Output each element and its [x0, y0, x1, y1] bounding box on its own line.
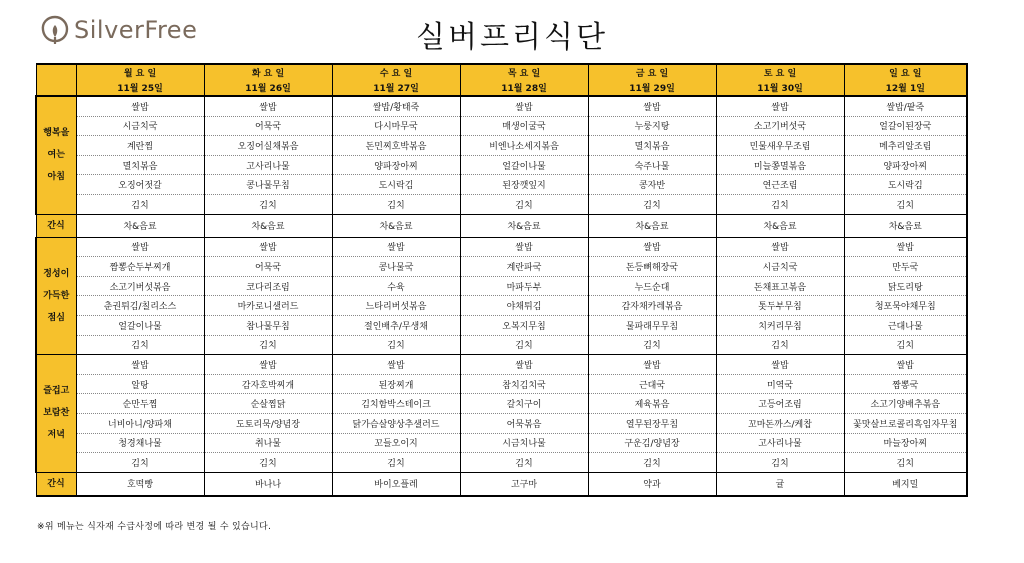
meal-section-label	[36, 355, 76, 473]
menu-item-cell: 쌀밥	[716, 355, 844, 375]
meal-row	[36, 355, 967, 375]
menu-item-cell: 돈등뼈해장국	[588, 257, 716, 277]
menu-item-cell: 쌀밥	[204, 96, 332, 116]
date-header: 11월 30일	[716, 80, 844, 96]
menu-item-cell: 연근조림	[716, 175, 844, 195]
menu-item-cell: 김치	[204, 194, 332, 214]
snack-cell: 귤	[716, 472, 844, 496]
menu-item-cell: 쌀밥	[204, 237, 332, 257]
menu-item-cell: 김치	[332, 453, 460, 473]
meal-row	[36, 453, 967, 473]
menu-item-cell: 멸치볶음	[76, 155, 204, 175]
weekday-header: 목 요 일	[460, 64, 588, 80]
menu-item-cell: 오징어실채볶음	[204, 136, 332, 156]
menu-item-cell: 오징어젓갈	[76, 175, 204, 195]
weekday-header: 금 요 일	[588, 64, 716, 80]
menu-item-cell: 마카로니샐러드	[204, 296, 332, 316]
menu-item-cell: 메추리알조림	[844, 136, 967, 156]
meal-row	[36, 116, 967, 136]
snack-cell: 차&음료	[204, 214, 332, 237]
menu-item-cell: 순살찜닭	[204, 394, 332, 414]
menu-item-cell: 갈치구이	[460, 394, 588, 414]
weekday-header: 월 요 일	[76, 64, 204, 80]
menu-item-cell: 오복지무침	[460, 315, 588, 335]
menu-item-cell: 콩자반	[588, 175, 716, 195]
menu-item-cell: 느타리버섯볶음	[332, 296, 460, 316]
menu-item-cell: 김치	[76, 194, 204, 214]
snack-cell: 차&음료	[76, 214, 204, 237]
meal-section-label-line: 즐겁고	[43, 386, 70, 397]
menu-item-cell: 참치김치국	[460, 374, 588, 394]
menu-item-cell: 감자채카레볶음	[588, 296, 716, 316]
menu-item-cell: 꼬들오이지	[332, 433, 460, 453]
snack-row	[36, 214, 967, 237]
menu-item-cell: 돈채표고볶음	[716, 276, 844, 296]
menu-item-cell: 쌀밥	[588, 96, 716, 116]
menu-item-cell: 김치	[460, 453, 588, 473]
menu-item-cell: 어묵국	[204, 116, 332, 136]
menu-item-cell: 양파장아찌	[844, 155, 967, 175]
meal-row	[36, 276, 967, 296]
menu-item-cell: 쌀밥	[460, 237, 588, 257]
menu-item-cell: 쌀밥	[844, 355, 967, 375]
menu-item-cell: 도시락김	[332, 175, 460, 195]
menu-item-cell: 도토리묵/양념장	[204, 413, 332, 433]
meal-row	[36, 315, 967, 335]
meal-section-label-line: 저녁	[47, 430, 65, 441]
snack-cell: 차&음료	[588, 214, 716, 237]
snack-label: 간식	[36, 472, 76, 496]
menu-item-cell: 쌀밥	[716, 96, 844, 116]
menu-item-cell: 쌀밥	[844, 237, 967, 257]
menu-item-cell: 쌀밥	[716, 237, 844, 257]
menu-item-cell: 참나물무침	[204, 315, 332, 335]
menu-item-cell: 김치	[76, 335, 204, 355]
meal-row	[36, 237, 967, 257]
menu-item-cell: 된장찌개	[332, 374, 460, 394]
menu-item-cell: 시금치나물	[460, 433, 588, 453]
date-header: 11월 27일	[332, 80, 460, 96]
menu-item-cell: 소고기양배추볶음	[844, 394, 967, 414]
menu-item-cell: 수육	[332, 276, 460, 296]
menu-item-cell: 돈민찌호박볶음	[332, 136, 460, 156]
menu-item-cell: 열무된장무침	[588, 413, 716, 433]
menu-item-cell: 소고기버섯국	[716, 116, 844, 136]
meal-row	[36, 136, 967, 156]
meal-section-label-line: 아침	[47, 172, 65, 183]
meal-row	[36, 374, 967, 394]
menu-item-cell: 제육볶음	[588, 394, 716, 414]
menu-item-cell: 누드순대	[588, 276, 716, 296]
menu-item-cell: 쌀밥	[460, 96, 588, 116]
menu-item-cell: 시금치국	[76, 116, 204, 136]
menu-item-cell: 김치	[76, 453, 204, 473]
menu-item-cell: 김치	[844, 335, 967, 355]
menu-item-cell: 구운김/양념장	[588, 433, 716, 453]
menu-item-cell: 근대나물	[844, 315, 967, 335]
menu-item-cell: 꽃맛살브로콜리흑임자무침	[844, 413, 967, 433]
date-header: 11월 29일	[588, 80, 716, 96]
menu-item-cell: 계란찜	[76, 136, 204, 156]
menu-item-cell: 청경채나물	[76, 433, 204, 453]
meal-row	[36, 296, 967, 316]
snack-cell: 고구마	[460, 472, 588, 496]
date-header: 11월 26일	[204, 80, 332, 96]
footnote: ※위 메뉴는 식자재 수급사정에 따라 변경 될 수 있습니다.	[37, 522, 272, 532]
menu-item-cell: 미늘쫑멸볶음	[716, 155, 844, 175]
menu-item-cell: 김치	[844, 453, 967, 473]
menu-item-cell: 어묵국	[204, 257, 332, 277]
menu-item-cell: 얼갈이나물	[460, 155, 588, 175]
menu-item-cell: 춘권튀김/칠리소스	[76, 296, 204, 316]
menu-item-cell: 김치	[716, 335, 844, 355]
menu-item-cell: 절인배추/무생채	[332, 315, 460, 335]
menu-item-cell: 청포묵야채무침	[844, 296, 967, 316]
menu-item-cell: 김치	[332, 335, 460, 355]
meal-row	[36, 175, 967, 195]
menu-item-cell: 비엔나소세지볶음	[460, 136, 588, 156]
snack-cell: 약과	[588, 472, 716, 496]
menu-item-cell: 쌀밥	[460, 355, 588, 375]
meal-section-label	[36, 237, 76, 355]
menu-item-cell: 감자호박찌개	[204, 374, 332, 394]
snack-cell: 호떡빵	[76, 472, 204, 496]
menu-item-cell: 김치	[588, 453, 716, 473]
date-header: 11월 25일	[76, 80, 204, 96]
weekday-header: 일 요 일	[844, 64, 967, 80]
menu-item-cell: 민물새우무조림	[716, 136, 844, 156]
menu-item-cell: 도시락김	[844, 175, 967, 195]
date-header: 12월 1일	[844, 80, 967, 96]
snack-cell: 차&음료	[844, 214, 967, 237]
page-title: 실버프리식단	[416, 20, 608, 55]
menu-item-cell: 양파장아찌	[332, 155, 460, 175]
menu-item-cell: 꼬마돈까스/케찹	[716, 413, 844, 433]
weekday-header: 수 요 일	[332, 64, 460, 80]
meal-plan-table	[35, 63, 968, 497]
menu-item-cell: 너비아니/양파채	[76, 413, 204, 433]
menu-item-cell: 김치	[204, 335, 332, 355]
date-header: 11월 28일	[460, 80, 588, 96]
snack-cell: 바나나	[204, 472, 332, 496]
menu-item-cell: 쌀밥/황태죽	[332, 96, 460, 116]
menu-item-cell: 쌀밥	[588, 237, 716, 257]
menu-item-cell: 김치	[588, 194, 716, 214]
menu-item-cell: 짬뽕순두부찌개	[76, 257, 204, 277]
meal-section-label-line: 정성이	[43, 268, 70, 279]
menu-item-cell: 김치	[460, 335, 588, 355]
meal-row	[36, 155, 967, 175]
menu-item-cell: 마파두부	[460, 276, 588, 296]
menu-item-cell: 근대국	[588, 374, 716, 394]
menu-item-cell: 콩나물무침	[204, 175, 332, 195]
menu-item-cell: 순만두찜	[76, 394, 204, 414]
snack-row	[36, 472, 967, 496]
menu-item-cell: 쌀밥	[332, 355, 460, 375]
menu-item-cell: 김치	[332, 194, 460, 214]
meal-row	[36, 257, 967, 277]
weekday-header: 화 요 일	[204, 64, 332, 80]
meal-section-label-line: 여는	[47, 150, 65, 161]
menu-item-cell: 톳두부무침	[716, 296, 844, 316]
menu-item-cell: 김치	[204, 453, 332, 473]
snack-cell: 차&음료	[716, 214, 844, 237]
menu-item-cell: 고사리나물	[716, 433, 844, 453]
meal-row	[36, 335, 967, 355]
snack-label: 간식	[36, 214, 76, 237]
menu-item-cell: 다시마무국	[332, 116, 460, 136]
snack-cell: 차&음료	[460, 214, 588, 237]
menu-item-cell: 고사리나물	[204, 155, 332, 175]
meal-row	[36, 433, 967, 453]
menu-item-cell: 짬뽕국	[844, 374, 967, 394]
weekday-header: 토 요 일	[716, 64, 844, 80]
menu-item-cell: 김치	[716, 453, 844, 473]
menu-item-cell: 쌀밥	[76, 96, 204, 116]
menu-item-cell: 취나물	[204, 433, 332, 453]
menu-item-cell: 김치	[716, 194, 844, 214]
meal-row	[36, 194, 967, 214]
menu-item-cell: 누룽지탕	[588, 116, 716, 136]
menu-item-cell: 김치	[588, 335, 716, 355]
menu-item-cell: 매생이굴국	[460, 116, 588, 136]
snack-cell: 베지밀	[844, 472, 967, 496]
menu-item-cell: 물파래무무침	[588, 315, 716, 335]
menu-item-cell: 김치함박스테이크	[332, 394, 460, 414]
menu-item-cell: 마늘장아찌	[844, 433, 967, 453]
menu-item-cell: 시금치국	[716, 257, 844, 277]
menu-item-cell: 고등어조림	[716, 394, 844, 414]
menu-item-cell: 코다리조림	[204, 276, 332, 296]
menu-item-cell: 만두국	[844, 257, 967, 277]
logo-text: SilverFree	[74, 16, 198, 44]
menu-item-cell: 미역국	[716, 374, 844, 394]
meal-section-label	[36, 96, 76, 214]
snack-cell: 차&음료	[332, 214, 460, 237]
meal-row	[36, 394, 967, 414]
menu-item-cell: 쌀밥	[332, 237, 460, 257]
menu-item-cell: 소고기버섯볶음	[76, 276, 204, 296]
menu-item-cell: 계란파국	[460, 257, 588, 277]
menu-item-cell: 된장깻잎지	[460, 175, 588, 195]
menu-item-cell: 어묵볶음	[460, 413, 588, 433]
header-corner	[36, 64, 76, 96]
menu-item-cell: 쌀밥	[204, 355, 332, 375]
snack-cell: 바이오플레	[332, 472, 460, 496]
meal-row	[36, 413, 967, 433]
menu-item-cell: 쌀밥	[588, 355, 716, 375]
menu-item-cell: 알탕	[76, 374, 204, 394]
menu-item-cell: 치커리무침	[716, 315, 844, 335]
menu-item-cell: 쌀밥/팥죽	[844, 96, 967, 116]
meal-section-label-line: 가득한	[43, 290, 70, 301]
meal-row	[36, 96, 967, 116]
menu-item-cell: 닭가슴살양상추샐러드	[332, 413, 460, 433]
menu-item-cell: 얼갈이된장국	[844, 116, 967, 136]
menu-item-cell: 숙주나물	[588, 155, 716, 175]
menu-item-cell: 야채튀김	[460, 296, 588, 316]
meal-section-label-line: 행복을	[43, 128, 70, 139]
menu-item-cell: 닭도리탕	[844, 276, 967, 296]
menu-item-cell: 얼갈이나물	[76, 315, 204, 335]
meal-section-label-line: 보람찬	[43, 408, 70, 419]
menu-item-cell: 콩나물국	[332, 257, 460, 277]
menu-item-cell: 김치	[460, 194, 588, 214]
menu-item-cell: 쌀밥	[76, 237, 204, 257]
menu-item-cell: 쌀밥	[76, 355, 204, 375]
menu-item-cell: 김치	[844, 194, 967, 214]
meal-section-label-line: 점심	[47, 312, 65, 323]
menu-item-cell: 멸치볶음	[588, 136, 716, 156]
